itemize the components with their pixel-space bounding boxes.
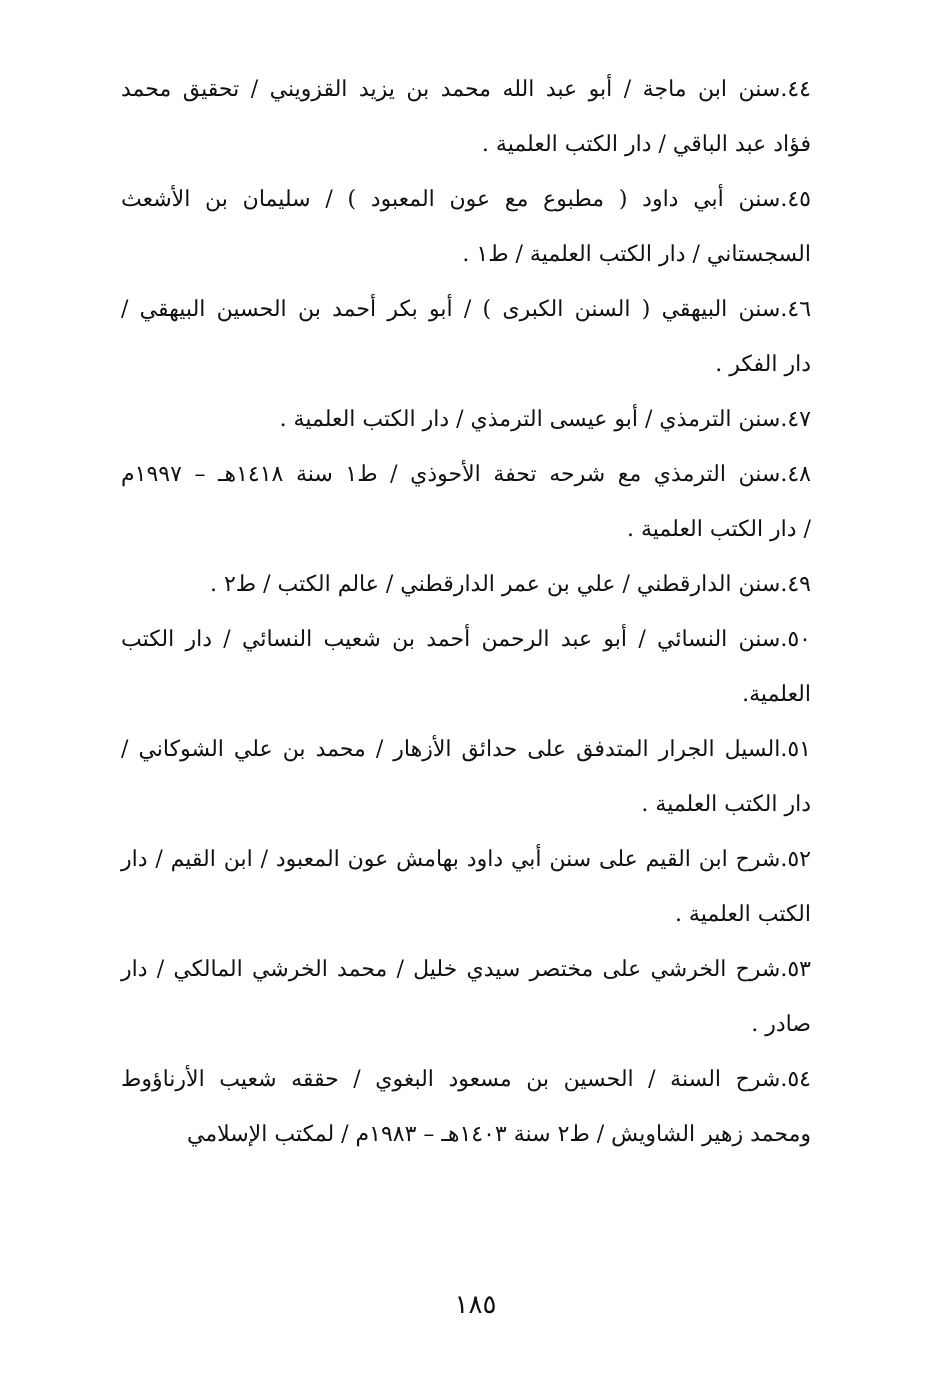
- reference-item: [121, 722, 811, 832]
- reference-first-line: [121, 832, 811, 887]
- reference-number-dot: .: [780, 572, 788, 597]
- reference-number-dot: .: [780, 737, 788, 762]
- reference-continuation-line: [121, 502, 811, 557]
- reference-text: / دار الكتب العلمية .: [627, 517, 811, 542]
- reference-first-line: [121, 392, 811, 447]
- reference-item: [121, 282, 811, 392]
- reference-text: دار الفكر .: [715, 352, 811, 377]
- reference-first-line: [121, 447, 811, 502]
- reference-text: العلمية.: [742, 682, 811, 707]
- reference-number-dot: .: [780, 627, 788, 652]
- reference-item: [121, 1052, 811, 1162]
- page-number: ١٨٥: [454, 1290, 497, 1320]
- reference-text: سنن الترمذي مع شرحه تحفة الأحوذي / ط١ سنة ١٤١٨هـ – ١٩٩٧م: [121, 462, 781, 487]
- reference-item: [121, 832, 811, 942]
- reference-continuation-line: [121, 887, 811, 942]
- reference-continuation-line: [121, 117, 811, 172]
- reference-continuation-line: [121, 667, 811, 722]
- reference-item: [121, 447, 811, 557]
- reference-item: [121, 942, 811, 1052]
- reference-text: الكتب العلمية .: [674, 902, 811, 927]
- reference-number-dot: .: [780, 77, 788, 102]
- reference-first-line: [121, 722, 811, 777]
- reference-number-dot: .: [780, 1067, 788, 1092]
- reference-continuation-line: [121, 777, 811, 832]
- reference-text: سنن ابن ماجة / أبو عبد الله محمد بن يزيد القزويني / تحقيق محمد: [121, 77, 781, 102]
- reference-first-line: [121, 942, 811, 997]
- reference-first-line: [121, 62, 811, 117]
- reference-text: شرح الخرشي على مختصر سيدي خليل / محمد الخرشي المالكي / دار: [121, 957, 781, 982]
- reference-number: ٤٨: [787, 462, 811, 487]
- reference-text: السيل الجرار المتدفق على حدائق الأزهار / محمد بن علي الشوكاني /: [121, 737, 781, 762]
- reference-first-line: [121, 1052, 811, 1107]
- reference-list: [121, 62, 811, 1162]
- reference-text: شرح السنة / الحسين بن مسعود البغوي / حققه شعيب الأرناؤوط: [121, 1067, 781, 1092]
- reference-item: [121, 172, 811, 282]
- reference-continuation-line: [121, 997, 811, 1052]
- reference-text: سنن الترمذي / أبو عيسى الترمذي / دار الكتب العلمية .: [279, 407, 781, 432]
- reference-item: [121, 62, 811, 172]
- reference-number: ٥٤: [787, 1067, 811, 1092]
- reference-item: [121, 612, 811, 722]
- reference-number: ٤٧: [787, 407, 811, 432]
- reference-continuation-line: [121, 227, 811, 282]
- reference-text: شرح ابن القيم على سنن أبي داود بهامش عون المعبود / ابن القيم / دار: [121, 847, 781, 872]
- reference-number: ٤٤: [787, 77, 811, 102]
- reference-continuation-line: [121, 1107, 811, 1162]
- reference-number: ٥٠: [787, 627, 811, 652]
- reference-text: فؤاد عبد الباقي / دار الكتب العلمية .: [481, 132, 811, 157]
- reference-number-dot: .: [780, 462, 788, 487]
- reference-text: سنن النسائي / أبو عبد الرحمن أحمد بن شعيب النسائي / دار الكتب: [121, 627, 781, 652]
- reference-text: السجستاني / دار الكتب العلمية / ط١ .: [462, 242, 811, 267]
- reference-number-dot: .: [780, 847, 788, 872]
- reference-item: [121, 392, 811, 447]
- reference-number: ٤٩: [787, 572, 811, 597]
- reference-first-line: [121, 557, 811, 612]
- reference-first-line: [121, 282, 811, 337]
- reference-text: سنن الدارقطني / علي بن عمر الدارقطني / عالم الكتب / ط٢ .: [209, 572, 781, 597]
- reference-number-dot: .: [780, 187, 788, 212]
- reference-number: ٥١: [787, 737, 811, 762]
- reference-number-dot: .: [780, 407, 788, 432]
- reference-continuation-line: [121, 337, 811, 392]
- reference-text: دار الكتب العلمية .: [641, 792, 811, 817]
- reference-number: ٥٣: [787, 957, 811, 982]
- reference-text: سنن أبي داود ( مطبوع مع عون المعبود ) / سليمان بن الأشعث: [121, 187, 781, 212]
- reference-item: [121, 557, 811, 612]
- reference-text: صادر .: [751, 1012, 811, 1037]
- reference-text: ومحمد زهير الشاويش / ط٢ سنة ١٤٠٣هـ – ١٩٨٣م / لمكتب الإسلامي: [187, 1122, 811, 1147]
- reference-number: ٤٥: [787, 187, 811, 212]
- reference-first-line: [121, 172, 811, 227]
- reference-number-dot: .: [780, 297, 788, 322]
- reference-number: ٤٦: [787, 297, 812, 322]
- reference-number-dot: .: [780, 957, 788, 982]
- reference-first-line: [121, 612, 811, 667]
- reference-number: ٥٢: [787, 847, 811, 872]
- reference-text: سنن البيهقي ( السنن الكبرى ) / أبو بكر أحمد بن الحسين البيهقي /: [121, 297, 781, 322]
